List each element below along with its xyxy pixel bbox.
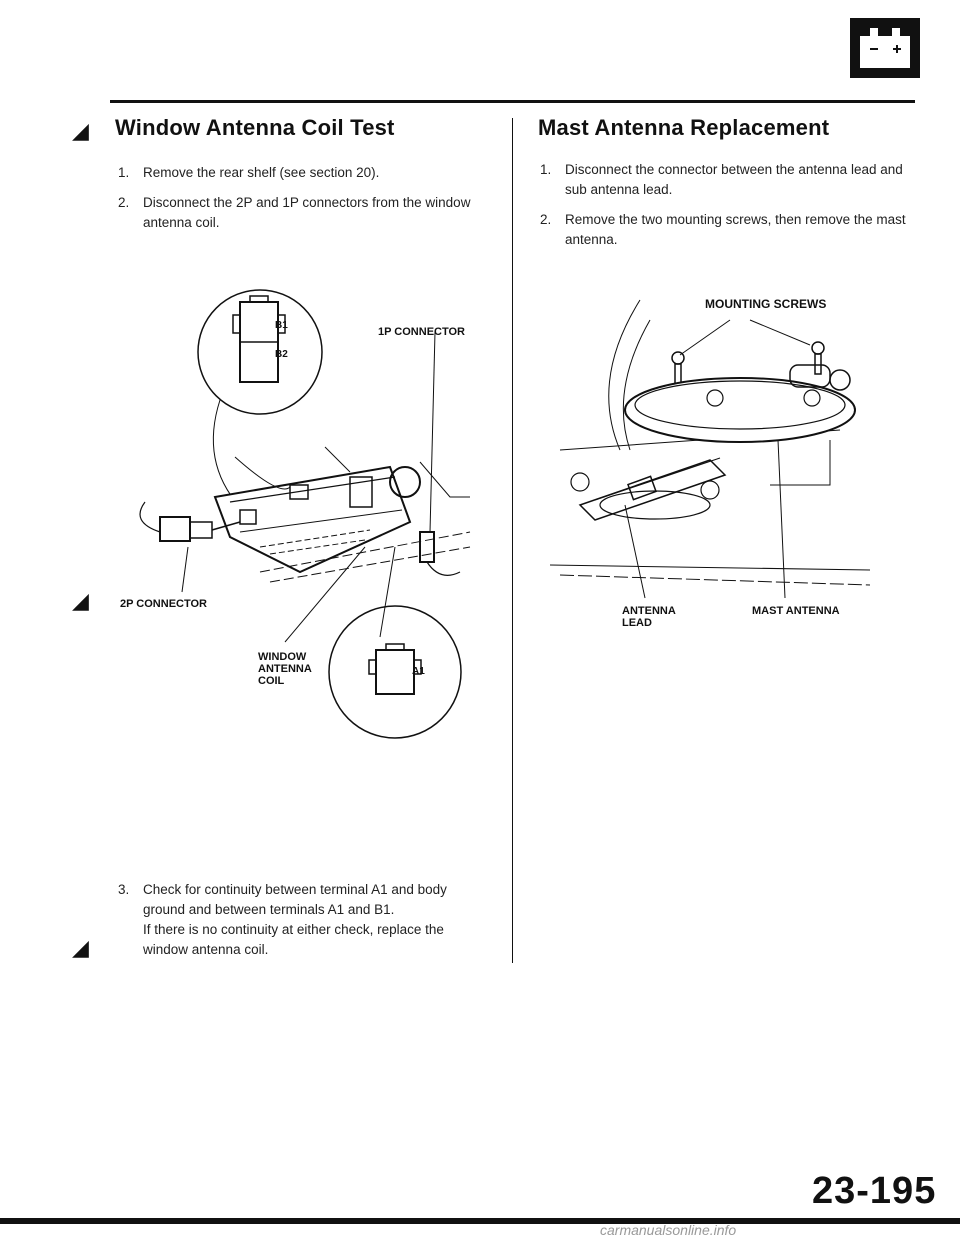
battery-icon bbox=[850, 18, 920, 78]
footer-rule bbox=[0, 1218, 960, 1224]
label-window-antenna-coil: WINDOW ANTENNA COIL bbox=[258, 651, 312, 687]
binding-mark: ◢ bbox=[72, 118, 89, 143]
header-rule bbox=[110, 100, 915, 103]
section-title-window-antenna: Window Antenna Coil Test bbox=[115, 115, 395, 140]
label-mast-antenna: MAST ANTENNA bbox=[752, 605, 840, 617]
label-1p-connector: 1P CONNECTOR bbox=[378, 326, 466, 338]
left-step-3: 3. Check for continuity between terminal A1 and body ground and between terminals A1 and B1. If there is no continuity at either check, replace the window antenna coil. bbox=[118, 880, 488, 960]
window-antenna-coil-diagram bbox=[140, 282, 490, 712]
section-title-mast-antenna: Mast Antenna Replacement bbox=[538, 115, 830, 140]
terminal-b2-label: B2 bbox=[275, 349, 288, 360]
left-step-2: 2. Disconnect the 2P and 1P connectors from the window antenna coil. bbox=[118, 195, 471, 230]
watermark-text: carmanualsonline.info bbox=[600, 1222, 737, 1238]
label-2p-connector: 2P CONNECTOR bbox=[120, 598, 208, 610]
column-divider bbox=[512, 118, 513, 963]
mast-antenna-diagram bbox=[550, 297, 880, 630]
binding-mark: ◢ bbox=[72, 935, 89, 960]
label-antenna-lead: ANTENNA LEAD bbox=[622, 605, 676, 629]
terminal-b1-label: B1 bbox=[275, 320, 288, 331]
right-step-1: 1. Disconnect the connector between the antenna lead and sub antenna lead. bbox=[540, 162, 903, 197]
left-step-1: 1. Remove the rear shelf (see section 20). bbox=[118, 165, 380, 180]
left-step-3-note: If there is no continuity at either check, replace the window antenna coil. bbox=[143, 922, 444, 957]
binding-mark: ◢ bbox=[72, 588, 89, 613]
label-mounting-screws: MOUNTING SCREWS bbox=[705, 297, 827, 311]
terminal-a1-label: A1 bbox=[412, 666, 425, 677]
right-step-2: 2. Remove the two mounting screws, then remove the mast antenna. bbox=[540, 212, 906, 247]
page-number: 23-195 bbox=[812, 1170, 937, 1212]
